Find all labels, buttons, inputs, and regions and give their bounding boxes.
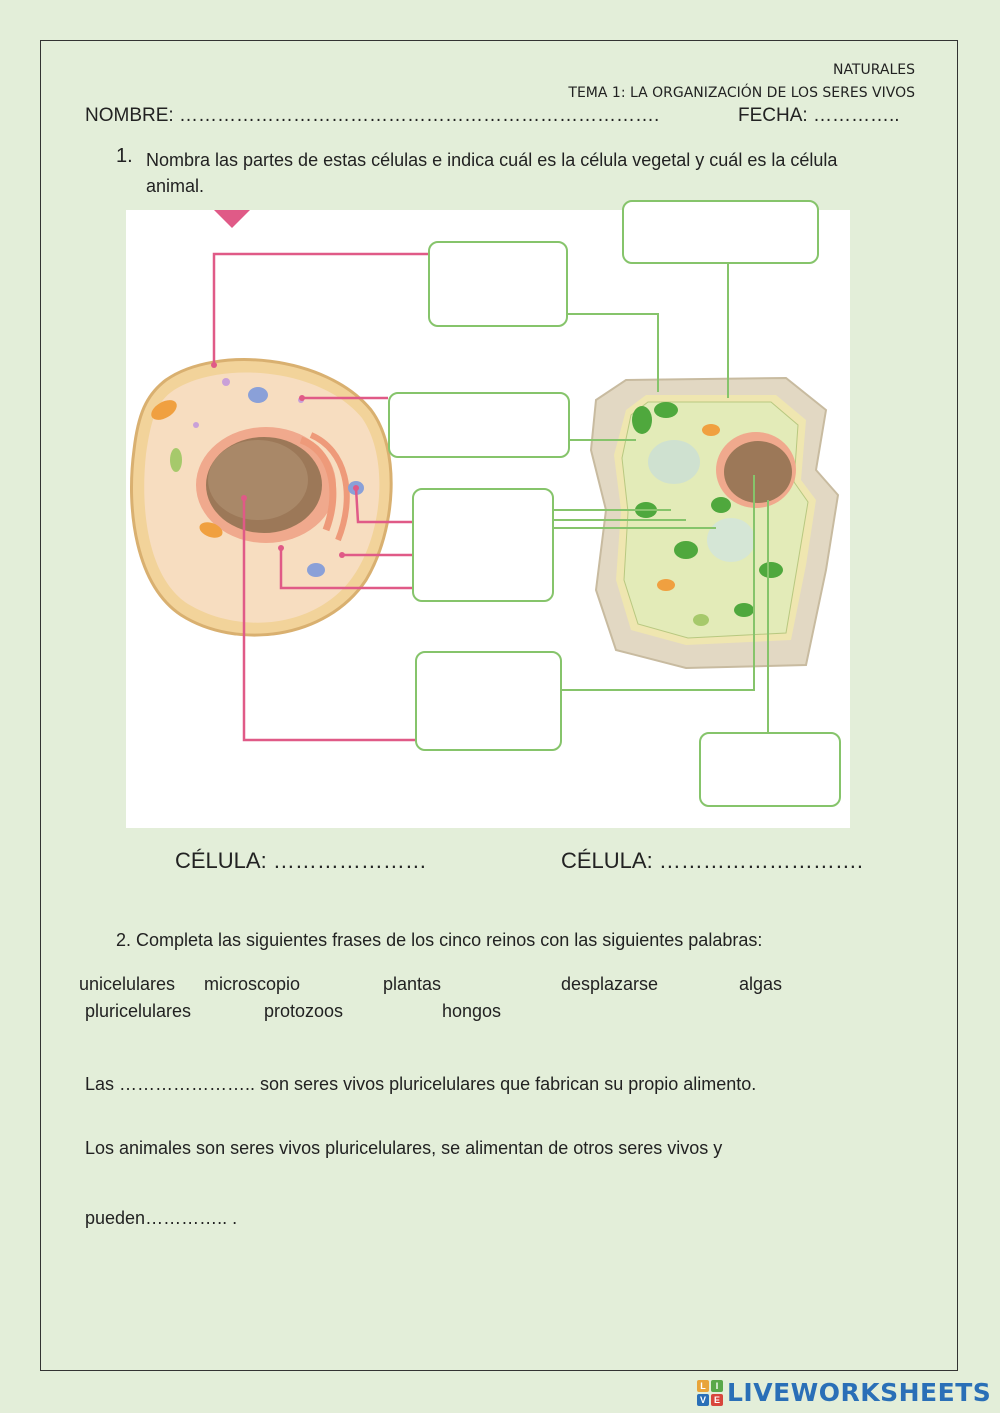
word-option: unicelulares (79, 974, 176, 994)
word-option: hongos (442, 1001, 502, 1021)
label-box-plant-bottom[interactable] (699, 732, 841, 807)
label-box-animal-top[interactable] (428, 241, 568, 327)
word-option: protozoos (264, 1001, 344, 1021)
name-field[interactable]: NOMBRE: …………………………………………………………………. (85, 105, 660, 126)
word-option: plantas (383, 974, 442, 994)
cell-type-left[interactable]: CÉLULA: ………………… (175, 848, 427, 873)
label-box-middle-1[interactable] (388, 392, 570, 458)
animal-cell (131, 360, 391, 636)
cell-illustration (126, 210, 850, 828)
question-2-text: 2. Completa las siguientes frases de los cinco reinos con las siguientes palabras: (116, 930, 763, 950)
subject-header: NATURALES (832, 62, 915, 78)
sentence-1[interactable]: Las ………………….. son seres vivos pluricelulares que fabrican su propio alimento. (85, 1074, 757, 1094)
question-1-number: 1. (116, 145, 133, 167)
sentence-2: Los animales son seres vivos pluricelulares, se alimentan de otros seres vivos y (85, 1138, 723, 1158)
sentence-3[interactable]: pueden………….. . (85, 1208, 238, 1228)
topic-header: TEMA 1: LA ORGANIZACIÓN DE LOS SERES VIVOS (568, 85, 915, 101)
word-option: microscopio (204, 974, 301, 994)
question-1-text: Nombra las partes de estas células e indica cuál es la célula vegetal y cuál es la célula animal. (146, 150, 838, 196)
logo-text: LIVEWORKSHEETS (727, 1378, 992, 1407)
label-box-middle-2[interactable] (412, 488, 554, 602)
logo-icon: L I V E (697, 1380, 723, 1406)
label-box-plant-top[interactable] (622, 200, 819, 264)
liveworksheets-logo[interactable] (697, 1378, 991, 1407)
word-option: algas (739, 974, 783, 994)
date-field[interactable]: FECHA: ………….. (738, 105, 900, 126)
word-option: pluricelulares (85, 1001, 192, 1021)
word-option: desplazarse (561, 974, 659, 994)
marker-triangle (214, 210, 250, 228)
cell-type-right[interactable]: CÉLULA: ………………………. (561, 848, 863, 873)
plant-cell (591, 378, 838, 668)
label-box-bottom[interactable] (415, 651, 562, 751)
